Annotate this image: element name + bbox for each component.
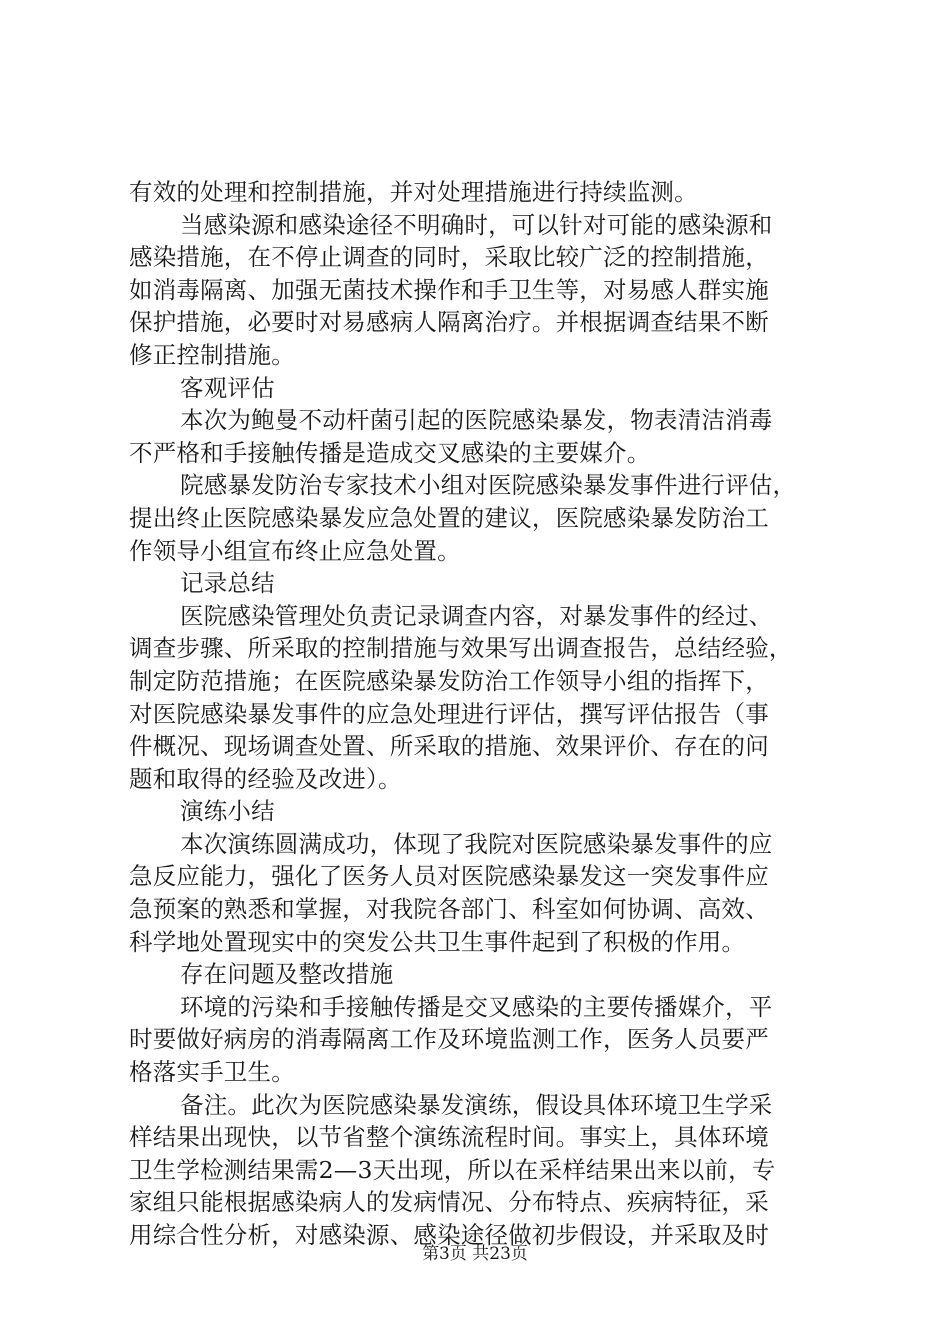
page-footer: 第3页 共23页 [422, 1244, 528, 1264]
text-line: 本次演练圆满成功，体现了我院对医院感染暴发事件的应 [180, 829, 773, 858]
text-line: 如消毒隔离、加强无菌技术操作和手卫生等，对易感人群实施 [129, 275, 769, 304]
text-line: 环境的污染和手接触传播是交叉感染的主要传播媒介，平 [180, 992, 773, 1021]
text-line: 客观评估 [180, 373, 275, 402]
text-line: 存在问题及整改措施 [180, 960, 394, 989]
text-line: 卫生学检测结果需2—3天出现，所以在采样结果出来以前，专 [129, 1155, 776, 1184]
text-line: 记录总结 [180, 569, 275, 598]
text-line: 不严格和手接触传播是造成交叉感染的主要媒介。 [129, 438, 651, 467]
text-line: 制定防范措施；在医院感染暴发防治工作领导小组的指挥下， [129, 666, 769, 695]
document-body [129, 176, 833, 1252]
text-line: 件概况、现场调查处置、所采取的措施、效果评价、存在的问 [129, 732, 769, 761]
text-line: 医院感染管理处负责记录调查内容，对暴发事件的经过、 [180, 601, 773, 630]
text-line: 时要做好病房的消毒隔离工作及环境监测工作，医务人员要严 [129, 1025, 769, 1054]
text-line: 格落实手卫生。 [129, 1058, 295, 1087]
text-line: 修正控制措施。 [129, 340, 295, 369]
text-line: 急预案的熟悉和掌握，对我院各部门、科室如何协调、高效、 [129, 895, 769, 924]
text-line: 作领导小组宣布终止应急处置。 [129, 536, 461, 565]
text-line: 保护措施，必要时对易感病人隔离治疗。并根据调查结果不断 [129, 308, 769, 337]
text-line: 感染措施，在不停止调查的同时，采取比较广泛的控制措施， [129, 243, 769, 272]
text-line: 演练小结 [180, 797, 275, 826]
text-line: 本次为鲍曼不动杆菌引起的医院感染暴发，物表清洁消毒 [180, 406, 773, 435]
text-line: 调查步骤、所采取的控制措施与效果写出调查报告，总结经验， [129, 634, 793, 663]
text-line: 院感暴发防治专家技术小组对医院感染暴发事件进行评估， [180, 471, 797, 500]
text-line: 当感染源和感染途径不明确时，可以针对可能的感染源和 [180, 210, 773, 239]
text-line: 科学地处置现实中的突发公共卫生事件起到了积极的作用。 [129, 927, 746, 956]
text-line: 急反应能力，强化了医务人员对医院感染暴发这一突发事件应 [129, 862, 769, 891]
text-line: 样结果出现快，以节省整个演练流程时间。事实上，具体环境 [129, 1123, 769, 1152]
text-line: 家组只能根据感染病人的发病情况、分布特点、疾病特征，采 [129, 1188, 769, 1217]
text-line: 有效的处理和控制措施，并对处理措施进行持续监测。 [129, 178, 698, 206]
text-line: 备注。此次为医院感染暴发演练，假设具体环境卫生学采 [180, 1090, 773, 1119]
text-line: 提出终止医院感染暴发应急处置的建议，医院感染暴发防治工 [129, 503, 769, 532]
text-line: 对医院感染暴发事件的应急处理进行评估，撰写评估报告（事 [129, 699, 769, 728]
text-line: 用综合性分析，对感染源、感染途径做初步假设，并采取及时 [129, 1221, 769, 1249]
text-line: 题和取得的经验及改进）。 [129, 764, 402, 793]
